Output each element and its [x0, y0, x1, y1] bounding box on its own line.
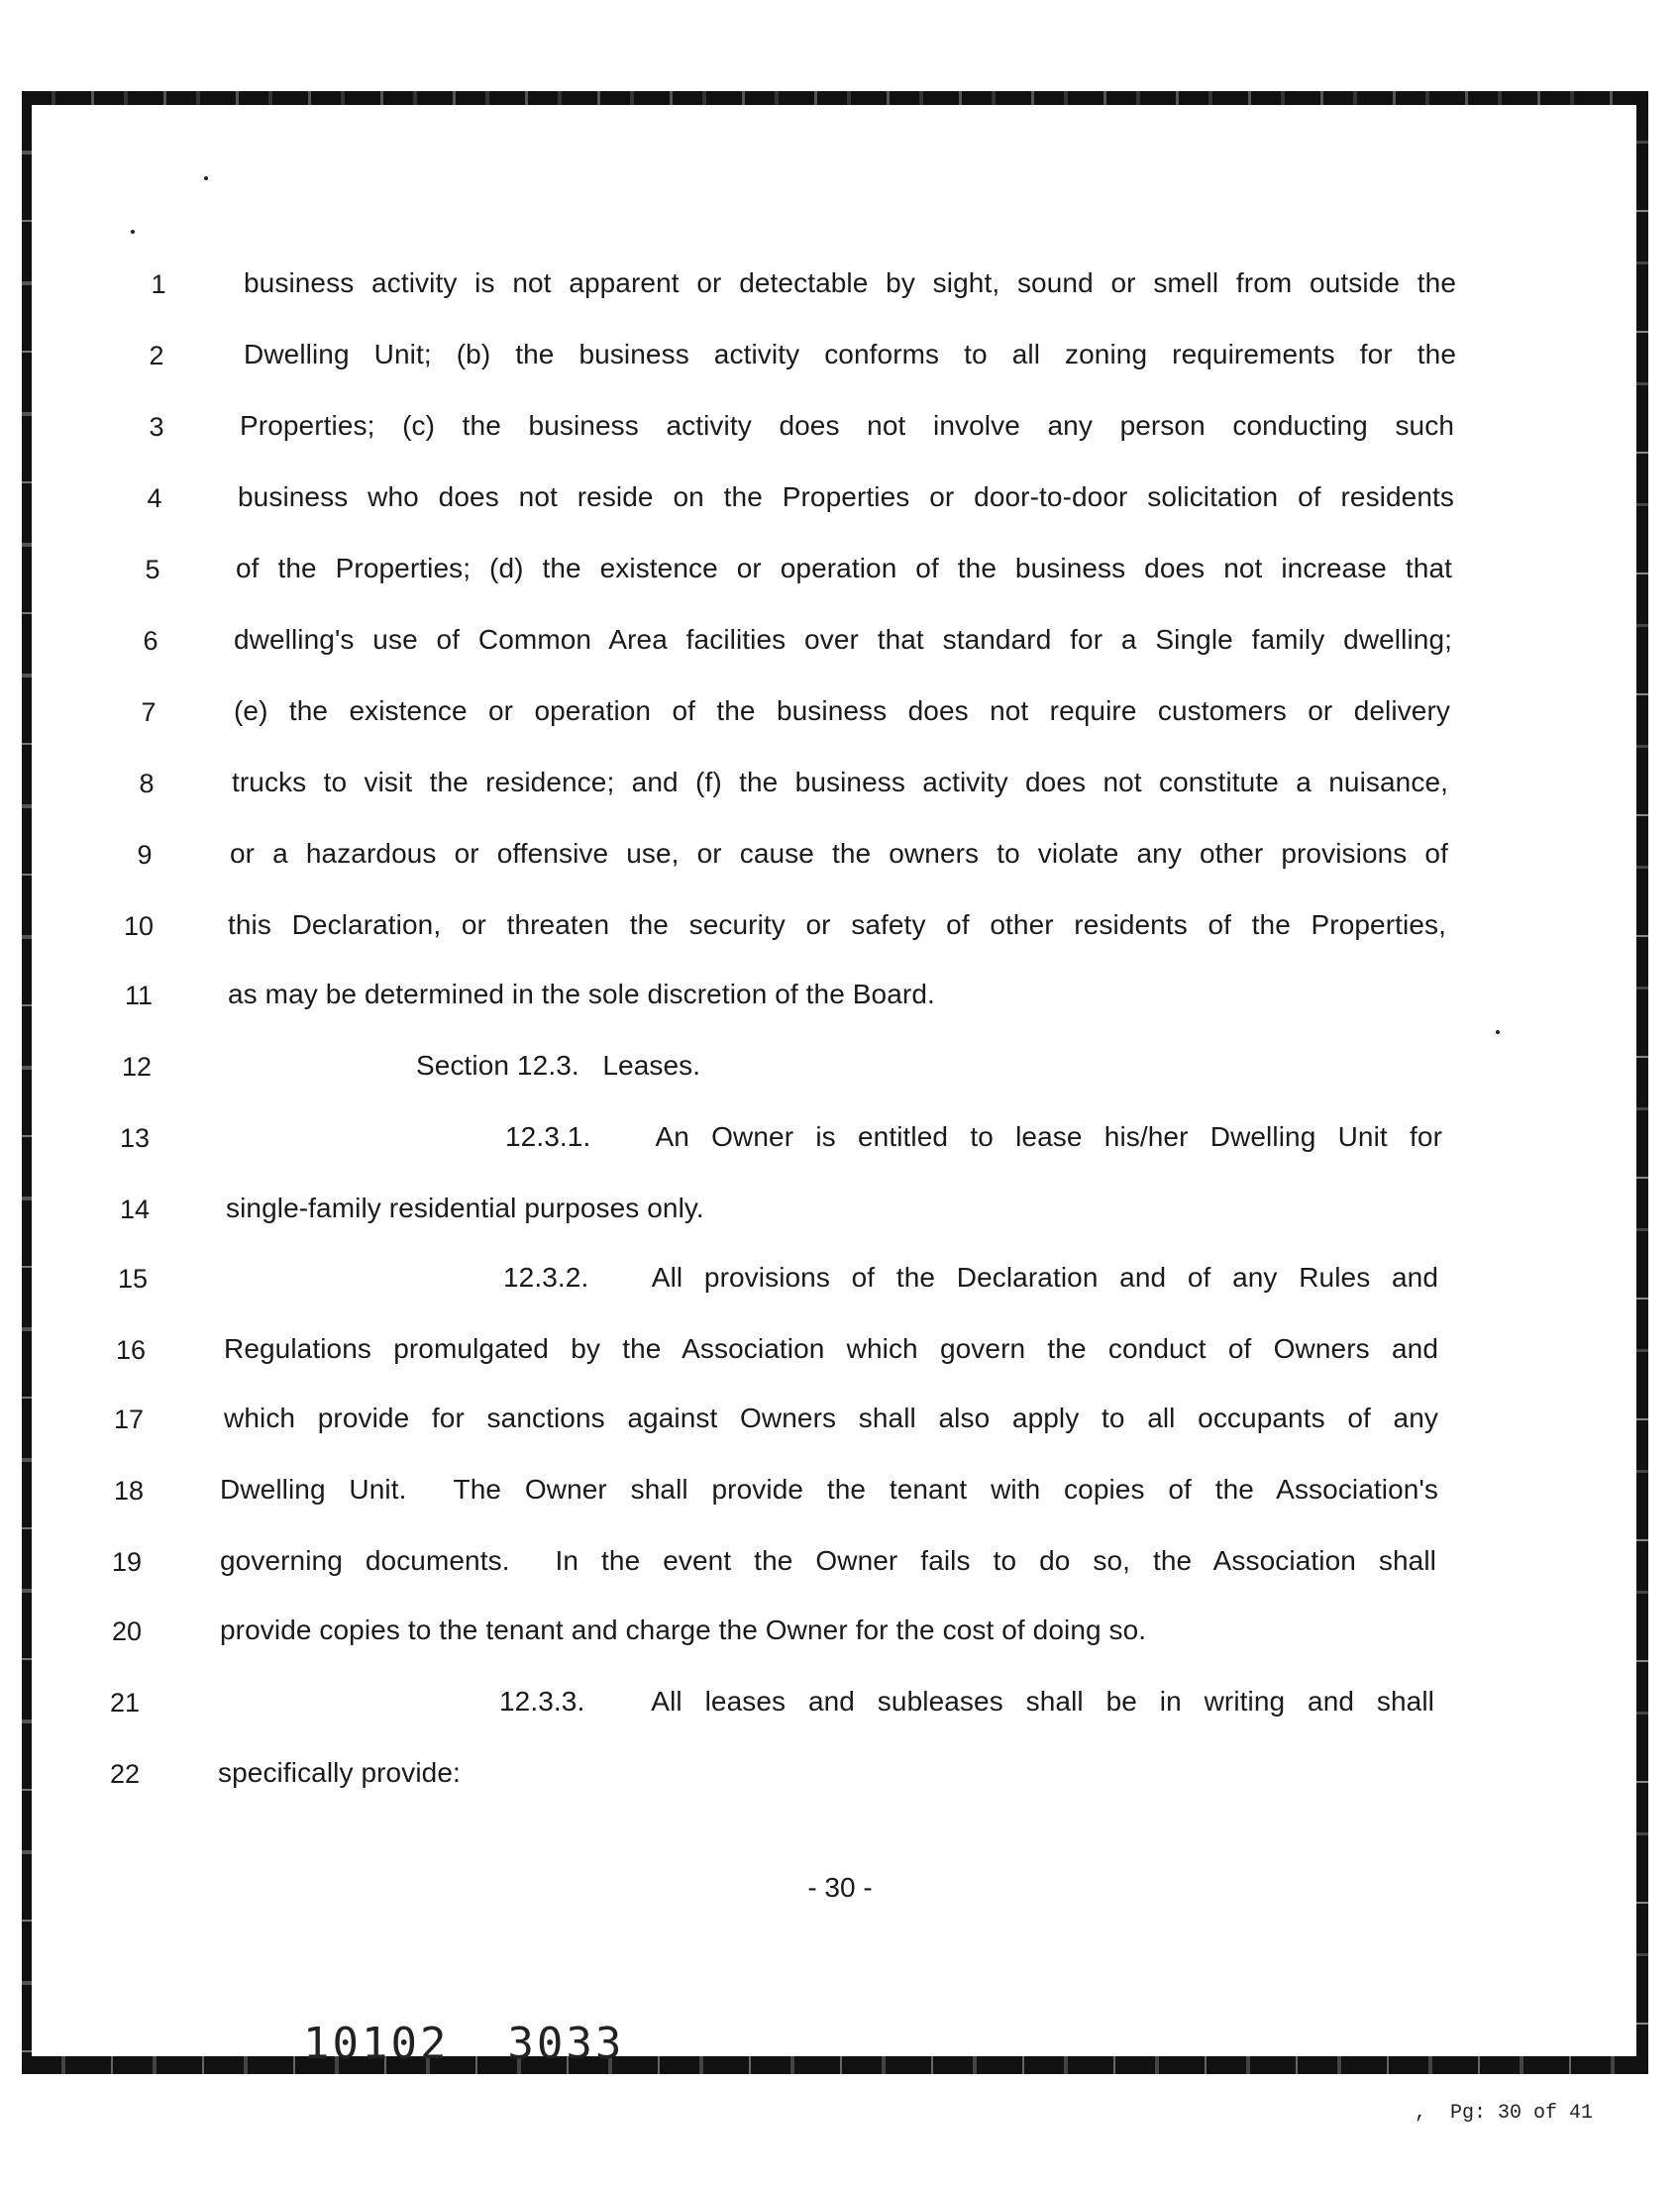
numbered-line: [0, 687, 1680, 747]
numbered-line: [0, 473, 1680, 533]
numbered-line: [0, 1395, 1680, 1454]
scan-border-top: [22, 91, 1646, 105]
scan-speck: [1496, 1030, 1500, 1034]
line-number: 2: [149, 341, 164, 370]
line-text: business activity is not apparent or detectable by sight, sound or smell from outside the: [244, 267, 1456, 298]
numbered-line: [0, 1466, 1680, 1525]
line-number: 1: [151, 269, 166, 299]
line-text: Regulations promulgated by the Association which govern the conduct of Owners and: [224, 1333, 1438, 1364]
line-number: 14: [119, 1195, 151, 1224]
numbered-line: [0, 1042, 1680, 1101]
line-number: 19: [111, 1547, 143, 1577]
line-text: of the Properties; (d) the existence or operation of the business does not increase that: [236, 553, 1452, 583]
numbered-line: [0, 331, 1680, 390]
line-number: 21: [109, 1688, 141, 1718]
numbered-line: [0, 1113, 1680, 1173]
numbered-line: [0, 1325, 1680, 1385]
line-text: 12.3.3. All leases and subleases shall be in writing and shall: [499, 1686, 1434, 1717]
numbered-line: [0, 971, 1680, 1030]
numbered-line: [0, 830, 1680, 889]
line-number: 7: [141, 697, 157, 727]
page-number: - 30 -: [807, 1872, 873, 1903]
numbered-line: [0, 616, 1680, 676]
line-number: 15: [117, 1264, 149, 1294]
numbered-line: [0, 901, 1680, 961]
line-number: 20: [111, 1616, 143, 1646]
numbered-line: [0, 1537, 1680, 1597]
line-number: 22: [109, 1759, 141, 1789]
section-heading: Section 12.3. Leases.: [416, 1050, 701, 1081]
line-text: as may be determined in the sole discretion of the Board.: [228, 979, 935, 1009]
scan-speck: [131, 230, 135, 234]
scan-border-bottom: [22, 2056, 1646, 2074]
line-text: provide copies to the tenant and charge the Owner for the cost of doing so.: [220, 1614, 1147, 1645]
numbered-line: [0, 1185, 1680, 1244]
line-text: business who does not reside on the Properties or door-to-door solicitation of residents: [238, 481, 1454, 512]
numbered-line: [0, 1607, 1680, 1666]
numbered-line: [0, 1254, 1680, 1313]
line-text: or a hazardous or offensive use, or cause the owners to violate any other provisions of: [230, 838, 1448, 869]
numbered-line: [0, 1749, 1680, 1809]
document-code: 10102 3033: [303, 2019, 625, 2069]
line-number: 17: [113, 1405, 145, 1434]
numbered-line: [0, 1678, 1680, 1737]
line-text: specifically provide:: [218, 1757, 461, 1788]
numbered-line: [0, 402, 1680, 462]
line-number: 4: [147, 483, 162, 513]
line-number: 13: [119, 1123, 151, 1153]
line-number: 5: [145, 555, 160, 584]
page-stamp: , Pg: 30 of 41: [1415, 2102, 1594, 2125]
line-text: Dwelling Unit. The Owner shall provide the tenant with copies of the Association's: [220, 1474, 1438, 1505]
line-text: Dwelling Unit; (b) the business activity conforms to all zoning requirements for the: [244, 339, 1456, 369]
line-number: 6: [143, 626, 158, 656]
line-text: Properties; (c) the business activity does not involve any person conducting such: [240, 410, 1454, 441]
line-text: 12.3.2. All provisions of the Declaration and of any Rules and: [503, 1262, 1438, 1293]
line-number: 10: [123, 911, 155, 941]
scan-speck: [204, 176, 208, 180]
line-number: 18: [113, 1476, 145, 1506]
line-number: 16: [115, 1335, 147, 1365]
line-number: 12: [121, 1052, 153, 1082]
line-text: dwelling's use of Common Area facilities over that standard for a Single family dwelling;: [234, 624, 1452, 655]
line-text: this Declaration, or threaten the security or safety of other residents of the Properties,: [228, 909, 1446, 940]
line-number: 11: [124, 981, 154, 1010]
line-number: 3: [149, 412, 164, 442]
line-text: trucks to visit the residence; and (f) the business activity does not constitute a nuisance,: [232, 767, 1448, 797]
line-text: 12.3.1. An Owner is entitled to lease his/her Dwelling Unit for: [505, 1121, 1442, 1152]
line-text: which provide for sanctions against Owners shall also apply to all occupants of any: [224, 1403, 1438, 1433]
line-text: (e) the existence or operation of the business does not require customers or delivery: [234, 695, 1450, 726]
numbered-line: [0, 260, 1680, 319]
line-number: 9: [137, 840, 153, 870]
line-number: 8: [139, 769, 155, 798]
line-text: governing documents. In the event the Owner fails to do so, the Association shall: [220, 1545, 1436, 1576]
numbered-line: [0, 545, 1680, 604]
numbered-line: [0, 759, 1680, 818]
line-text: single-family residential purposes only.: [226, 1193, 704, 1223]
